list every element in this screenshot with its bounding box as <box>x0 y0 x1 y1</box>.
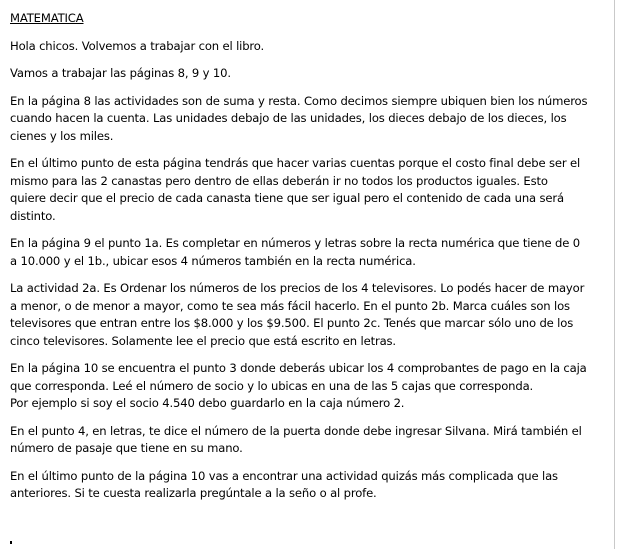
text-line: anteriores. Si te cuesta realizarla pregúntale a la seño o al profe. <box>10 486 377 500</box>
paragraph-page-9 <box>10 235 610 270</box>
text-line: Por ejemplo si soy el socio 4.540 debo guardarlo en la caja número 2. <box>10 396 405 410</box>
page-edge <box>614 0 615 549</box>
text-line: número de pasaje que tiene en su mano. <box>10 441 243 455</box>
text-line: mismo para las 2 canastas pero dentro de ellas deberán ir no todos los productos iguales. Esto <box>10 173 548 188</box>
text-line: televisores que entran entre los $8.000 y los $9.500. El punto 2c. Tenés que marcar sólo uno de los <box>10 316 574 330</box>
page-title: MATEMATICA <box>10 11 84 25</box>
text-line: distinto. <box>10 208 56 223</box>
text-line: quiere decir que el precio de cada canasta tiene que ser igual pero el contenido de cada una será <box>10 191 564 205</box>
text-line: En el último punto de la página 10 vas a encontrar una actividad quizás más complicada que las <box>10 468 558 483</box>
text-line: En la página 10 se encuentra el punto 3 donde deberás ubicar los 4 comprobantes de pago en la caja <box>10 361 587 375</box>
paragraph-page-8 <box>10 93 610 146</box>
text-line: La actividad 2a. Es Ordenar los números de los precios de los 4 televisores. Lo podés hacer de mayor <box>10 281 585 295</box>
text-line: que corresponda. Leé el número de socio y lo ubicas en una de las 5 cajas que corresponda. <box>10 378 534 393</box>
paragraph-greeting <box>10 38 610 56</box>
text-line: En la página 8 las actividades son de suma y resta. Como decimos siempre ubiquen bien los números <box>10 93 588 108</box>
paragraph-activity-2 <box>10 280 610 350</box>
paragraph-page-10 <box>10 360 610 413</box>
document-body <box>10 10 610 513</box>
paragraph-page-8-last-point <box>10 155 610 225</box>
text-line: cinco televisores. Solamente lee el precio que está escrito en letras. <box>10 333 396 348</box>
text-line: Hola chicos. Volvemos a trabajar con el libro. <box>10 38 265 53</box>
text-cursor-mark <box>10 541 12 544</box>
text-line: Vamos a trabajar las páginas 8, 9 y 10. <box>10 66 231 80</box>
paragraph-last-point <box>10 468 610 503</box>
text-line: En el punto 4, en letras, te dice el número de la puerta donde debe ingresar Silvana. Mirá también el <box>10 423 582 438</box>
text-line: cienes y los miles. <box>10 128 114 143</box>
text-line: a 10.000 y el 1b., ubicar esos 4 números también en la recta numérica. <box>10 253 416 268</box>
text-line: cuando hacen la cuenta. Las unidades debajo de las unidades, los dieces debajo de los dieces, los <box>10 111 567 125</box>
text-line: a menor, o de menor a mayor, como te sea más fácil hacerlo. En el punto 2b. Marca cuáles son los <box>10 298 570 313</box>
text-line: En el último punto de esta página tendrás que hacer varias cuentas porque el costo final debe ser el <box>10 156 581 170</box>
text-line: En la página 9 el punto 1a. Es completar en números y letras sobre la recta numérica que tiene de 0 <box>10 236 580 250</box>
paragraph-point-4 <box>10 423 610 458</box>
paragraph-pages <box>10 65 610 83</box>
